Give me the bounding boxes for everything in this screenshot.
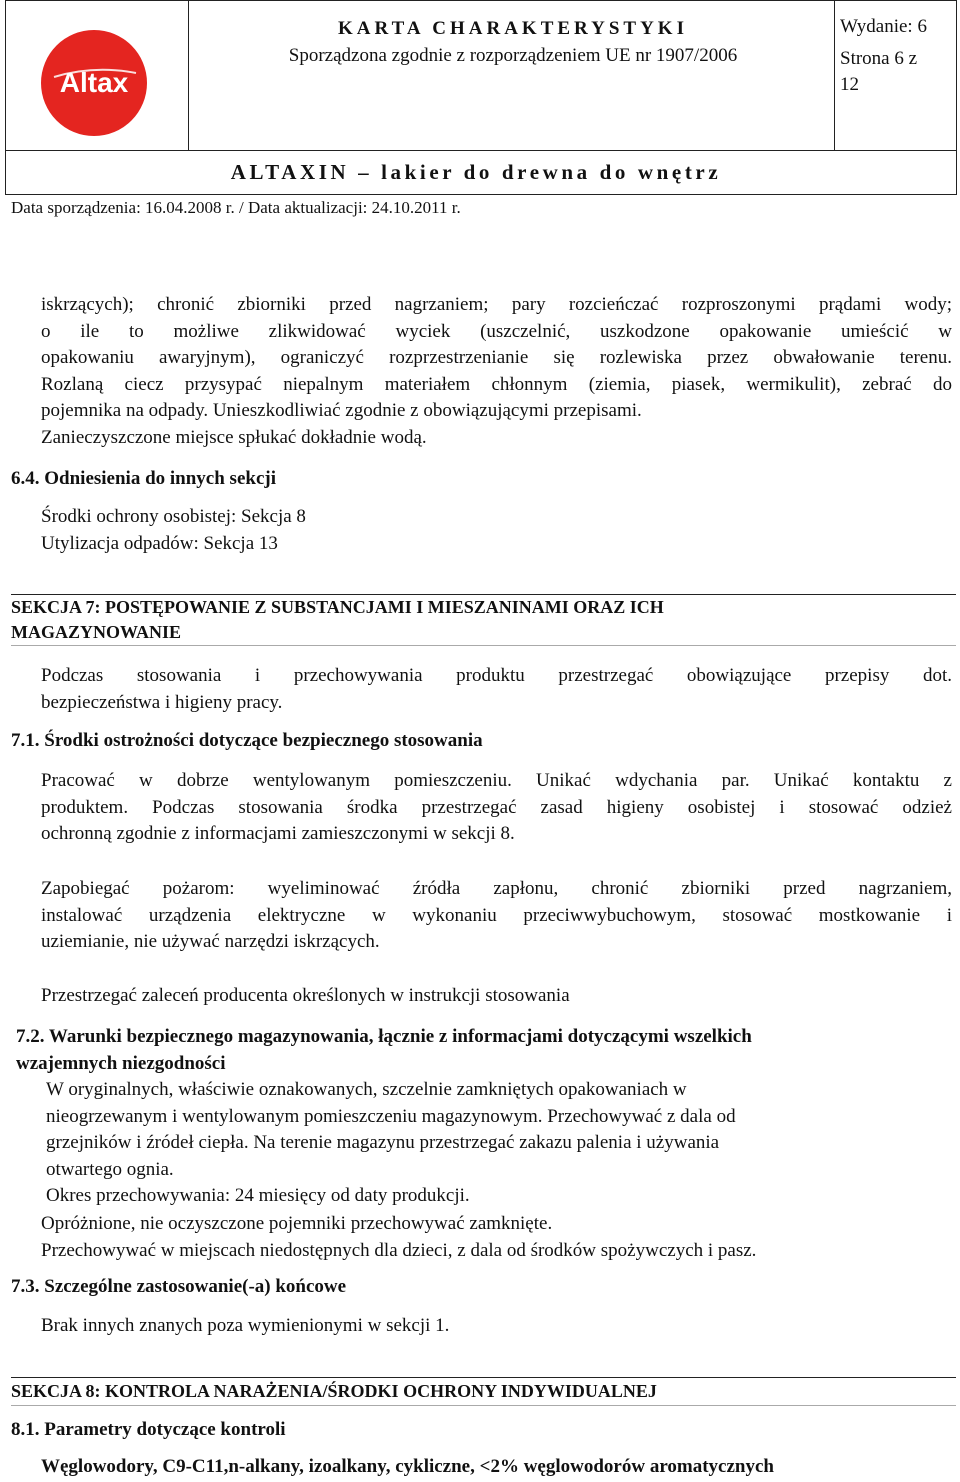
text-line: otwartego ognia.	[46, 1158, 174, 1180]
text-line: produktem. Podczas stosowania środka przestrzegać zasad higieny osobistej i stosować odzież	[41, 796, 952, 818]
text-line: nieogrzewanym i wentylowanym pomieszczeniu magazynowym. Przechowywać z dala od	[46, 1105, 736, 1127]
header-border-right	[956, 0, 957, 195]
svg-text:Altax: Altax	[59, 67, 129, 98]
page-number-line: Strona 6 z	[840, 48, 918, 69]
substance-name: Węglowodory, C9-C11,n-alkany, izoalkany, cykliczne, <2% węglowodorów aromatycznych	[41, 1456, 774, 1477]
section-title-line: SEKCJA 7: POSTĘPOWANIE Z SUBSTANCJAMI I MIESZANINAMI ORAZ ICH	[11, 597, 664, 617]
text-line: Przechowywać w miejscach niedostępnych dla dzieci, z dala od środków spożywczych i pasz.	[41, 1239, 757, 1261]
text-line: Utylizacja odpadów: Sekcja 13	[41, 532, 278, 554]
text-line: uziemianie, nie używać narzędzi iskrzących.	[41, 931, 380, 953]
subsection-heading-6-4: 6.4. Odniesienia do innych sekcji	[11, 468, 276, 489]
text-line: Środki ochrony osobistej: Sekcja 8	[41, 506, 306, 527]
text-line: ochronną zgodnie z informacjami zamieszczonymi w sekcji 8.	[41, 823, 515, 845]
text-line: bezpieczeństwa i higieny pracy.	[41, 691, 283, 713]
header-border-middle	[5, 150, 957, 151]
text-line: Zanieczyszczone miejsce spłukać dokładnie wodą.	[41, 426, 427, 448]
altax-logo	[40, 29, 148, 137]
header-border-bottom	[5, 194, 957, 195]
subsection-heading-7-1: 7.1. Środki ostrożności dotyczące bezpiecznego stosowania	[11, 730, 483, 751]
text-line: Okres przechowywania: 24 miesięcy od daty produkcji.	[46, 1185, 470, 1207]
heading-line: wzajemnych niezgodności	[16, 1053, 226, 1074]
page-number-line: 12	[840, 74, 859, 95]
text-line: o ile to możliwe zlikwidować wyciek (uszczelnić, uszkodzone opakowanie umieścić w	[41, 320, 952, 342]
section-7-title	[11, 594, 956, 646]
heading-line: 7.2. Warunki bezpiecznego magazynowania, łącznie z informacjami dotyczącymi wszelkich	[16, 1026, 752, 1047]
product-name: ALTAXIN – lakier do drewna do wnętrz	[230, 160, 722, 184]
section-6-3-continuation	[41, 292, 952, 452]
section-7-2-storage-conditions	[46, 1077, 926, 1210]
subsection-heading-8-1: 8.1. Parametry dotyczące kontroli	[11, 1419, 286, 1440]
header-divider-logo	[188, 0, 189, 150]
document-title: KARTA CHARAKTERYSTYKI	[338, 18, 688, 39]
altax-logo-icon	[40, 29, 148, 137]
text-line: grzejników i źródeł ciepła. Na terenie magazynu przestrzegać zakazu palenia i używania	[46, 1132, 720, 1154]
section-title-line: SEKCJA 8: KONTROLA NARAŻENIA/ŚRODKI OCHRONY INDYWIDUALNEJ	[11, 1381, 657, 1401]
text-line: Brak innych znanych poza wymienionymi w sekcji 1.	[41, 1315, 450, 1336]
text-line: Opróżnione, nie oczyszczone pojemniki przechowywać zamknięte.	[41, 1213, 553, 1234]
text-line: instalować urządzenia elektryczne w wykonaniu przeciwwybuchowym, stosować mostkowanie i	[41, 904, 952, 926]
text-line: Podczas stosowania i przechowywania produktu przestrzegać obowiązujące przepisy dot.	[41, 665, 952, 686]
section-7-1-para-3	[41, 983, 952, 1010]
header-border-top	[5, 0, 957, 1]
text-line: Zapobiegać pożarom: wyeliminować źródła zapłonu, chronić zbiorniki przed nagrzaniem,	[41, 878, 952, 899]
subsection-heading-7-3: 7.3. Szczególne zastosowanie(-a) końcowe	[11, 1276, 347, 1297]
text-line: Przestrzegać zaleceń producenta określonych w instrukcji stosowania	[41, 985, 570, 1006]
subsection-heading-7-2	[16, 1023, 752, 1077]
section-7-intro	[41, 663, 952, 716]
header-divider-edition	[834, 0, 835, 150]
section-8-title	[11, 1377, 956, 1406]
section-title-line: MAGAZYNOWANIE	[11, 622, 182, 642]
text-line: Rozlaną ciecz przysypać niepalnym materiałem chłonnym (ziemia, piasek, wermikulit), zebrać do	[41, 373, 952, 395]
text-line: Pracować w dobrze wentylowanym pomieszczeniu. Unikać wdychania par. Unikać kontaktu z	[41, 770, 952, 791]
regulation-subtitle: Sporządzona zgodnie z rozporządzeniem UE nr 1907/2006	[288, 45, 738, 66]
section-7-1-para-2	[41, 876, 952, 956]
page-number	[840, 46, 950, 98]
edition-number: Wydanie: 6	[840, 16, 927, 37]
text-line: opakowaniu awaryjnym), ograniczyć rozprzestrzenianie się rozlewiska przez obwałowanie terenu.	[41, 347, 952, 369]
section-7-2-storage-notes	[41, 1211, 952, 1264]
document-dates: Data sporządzenia: 16.04.2008 r. / Data aktualizacji: 24.10.2011 r.	[11, 198, 461, 217]
text-line: W oryginalnych, właściwie oznakowanych, szczelnie zamkniętych opakowaniach w	[46, 1079, 687, 1100]
text-line: iskrzących); chronić zbiorniki przed nagrzaniem; pary rozcieńczać rozproszonymi prądami wody;	[41, 294, 952, 315]
section-6-4-references	[41, 504, 641, 557]
section-7-3-text	[41, 1313, 841, 1340]
text-line: pojemnika na odpady. Unieszkodliwiać zgodnie z obowiązującymi przepisami.	[41, 400, 642, 422]
section-7-1-para-1	[41, 768, 952, 848]
